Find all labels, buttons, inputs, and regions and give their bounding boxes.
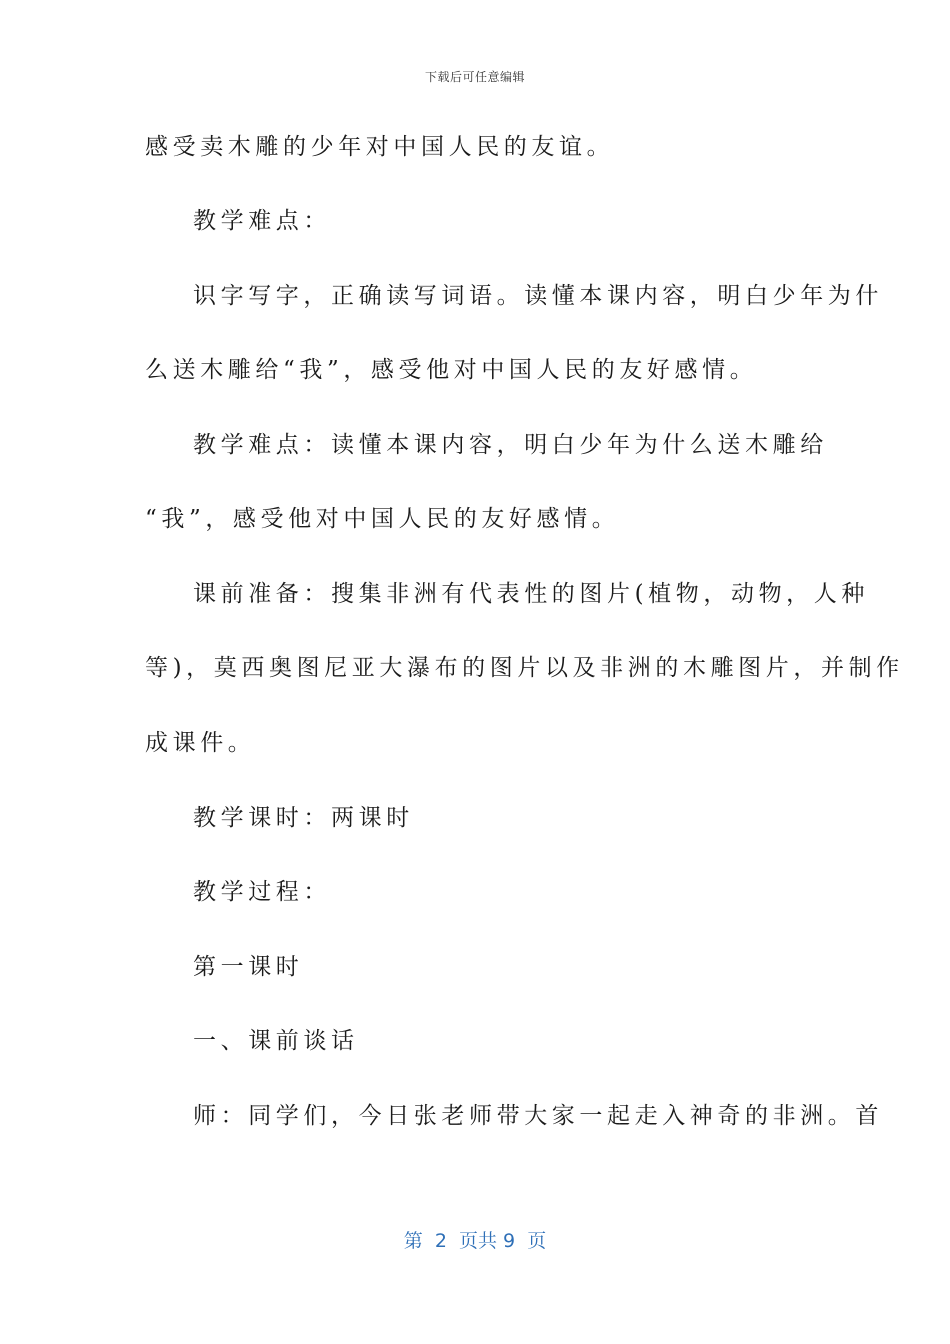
- text-line-8: 等)，莫西奥图尼亚大瀑布的图片以及非洲的木雕图片，并制作: [145, 655, 904, 681]
- text-line-1: 感受卖木雕的少年对中国人民的友谊。: [145, 134, 615, 160]
- text-line-2: 教学难点：: [193, 208, 331, 234]
- text-line-6: “我”，感受他对中国人民的友好感情。: [145, 506, 620, 532]
- text-line-12: 第一课时: [193, 954, 304, 980]
- text-line-7: 课前准备：搜集非洲有代表性的图片(植物，动物，人种: [193, 581, 869, 607]
- text-line-4: 么送木雕给“我”，感受他对中国人民的友好感情。: [145, 357, 758, 383]
- text-line-13: 一、课前谈话: [193, 1028, 359, 1054]
- text-line-11: 教学过程：: [193, 879, 331, 905]
- page-number-footer: 第 2 页共 9 页: [403, 1230, 547, 1252]
- text-line-14: 师：同学们，今日张老师带大家一起走入神奇的非洲。首: [193, 1103, 883, 1129]
- text-line-3: 识字写字，正确读写词语。读懂本课内容，明白少年为什: [193, 283, 883, 309]
- text-line-5: 教学难点：读懂本课内容，明白少年为什么送木雕给: [193, 432, 828, 458]
- text-line-9: 成课件。: [145, 730, 256, 756]
- text-line-10: 教学课时：两课时: [193, 805, 414, 831]
- page-header-note: 下载后可任意编辑: [424, 70, 525, 84]
